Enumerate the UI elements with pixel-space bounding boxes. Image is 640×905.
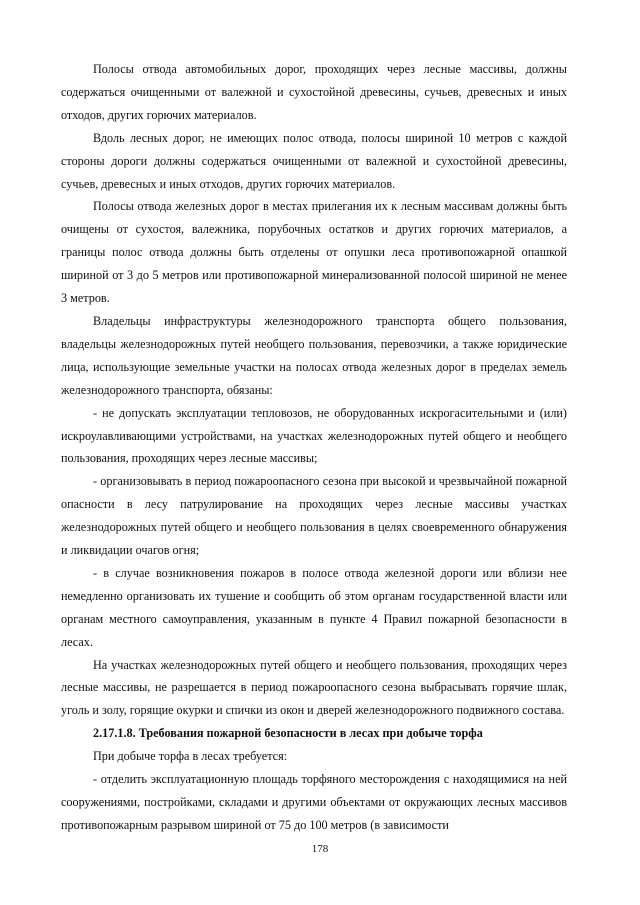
paragraph-list-item: - отделить эксплуатационную площадь торфяного месторождения с находящимися на ней сооружениями, постройками, складами и другими объектами от окружающих лесных массивов противопожарным разрывом шириной от 75 до 100 метров (в зависимости (61, 772, 567, 832)
document-body (61, 58, 567, 837)
paragraph-list-item: - в случае возникновения пожаров в полосе отвода железной дороги или вблизи нее немедленно организовать их тушение и сообщить об этом органам государственной власти или органам местного самоуправления, указанным в пункте 4 Правил пожарной безопасности в лесах. (61, 565, 567, 649)
page-number: 178 (311, 843, 329, 855)
paragraph-list-item: - не допускать эксплуатации тепловозов, не оборудованных искрогасительными и (или) искроулавливающими устройствами, на участках железнодорожных путей общего и необщего пользования, проходящих через лесные массивы; (61, 405, 567, 466)
section-heading: 2.17.1.8. Требования пожарной безопасности в лесах при добыче торфа (93, 726, 483, 741)
paragraph: На участках железнодорожных путей общего и необщего пользования, проходящих через лесные массивы, не разрешается в период пожароопасного сезона выбрасывать горячие шлак, уголь и золу, горящие окурки и спички из окон и дверей железнодорожного подвижного состава. (61, 657, 567, 718)
paragraph: Владельцы инфраструктуры железнодорожного транспорта общего пользования, владельцы железнодорожных путей необщего пользования, перевозчики, а также юридические лица, использующие земельные участки на полосах отвода железных дорог в пределах земель железнодорожного транспорта, обязаны: (61, 313, 567, 397)
paragraph: Полосы отвода автомобильных дорог, проходящих через лесные массивы, должны содержаться очищенными от валежной и сухостойной древесины, сучьев, древесных и иных отходов, других горючих материалов. (61, 62, 567, 122)
paragraph: Вдоль лесных дорог, не имеющих полос отвода, полосы шириной 10 метров с каждой стороны дороги должны содержаться очищенными от валежной и сухостойной древесины, сучьев, древесных и иных отходов, других горючих материалов. (61, 130, 567, 191)
paragraph-list-item: - организовывать в период пожароопасного сезона при высокой и чрезвычайной пожарной опасности в лесу патрулирование на проходящих через лесные массивы участках железнодорожных путей общего и необщего пользования в целях своевременного обнаружения и ликвидации очагов огня; (61, 474, 567, 558)
paragraph: При добыче торфа в лесах требуется: (93, 749, 288, 764)
paragraph: Полосы отвода железных дорог в местах прилегания их к лесным массивам должны быть очищены от сухостоя, валежника, порубочных остатков и других горючих материалов, а границы полос отвода должны быть отделены от опушки леса противопожарной опашкой шириной от 3 до 5 метров или противопожарной минерализованной полосой шириной не менее 3 метров. (61, 199, 567, 306)
